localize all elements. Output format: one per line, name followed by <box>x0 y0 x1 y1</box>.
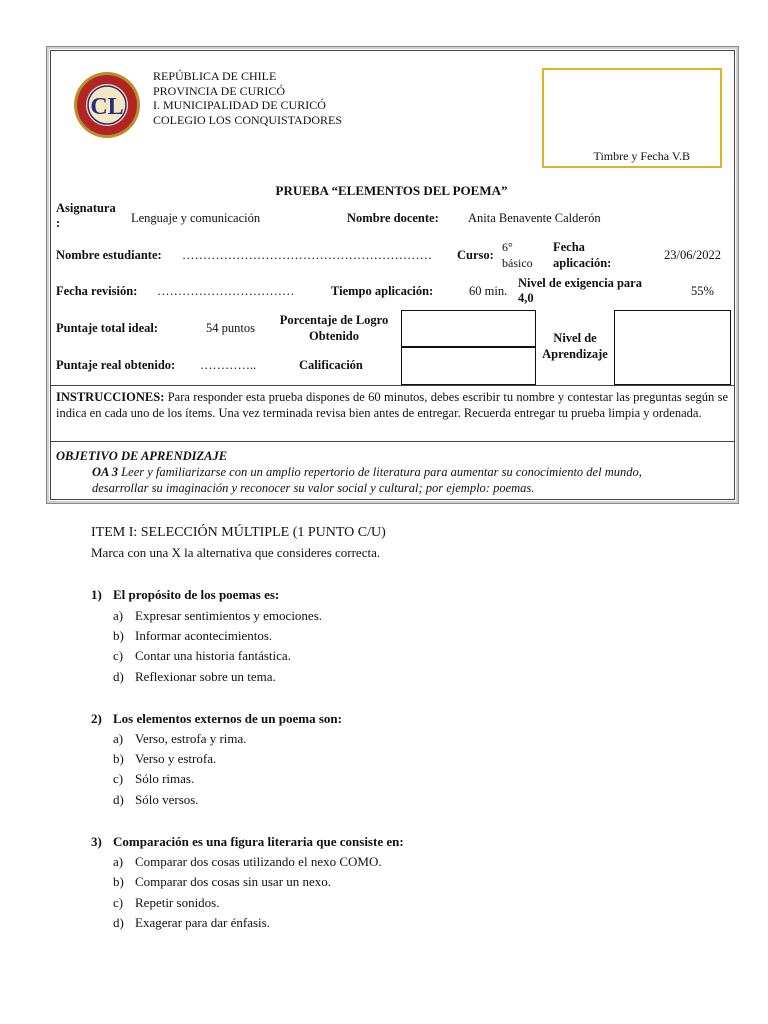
option-letter[interactable]: b) <box>113 874 124 889</box>
option-letter[interactable]: d) <box>113 915 124 930</box>
date-app-value: 23/06/2022 <box>664 248 721 262</box>
option-text[interactable]: Comparar dos cosas sin usar un nexo. <box>135 874 332 889</box>
percent-label-1: Porcentaje de Logro <box>279 313 389 327</box>
option-letter[interactable]: d) <box>113 792 124 807</box>
level-req-label-1: Nivel de exigencia para <box>518 276 642 290</box>
question-number: 3) <box>91 834 102 849</box>
percent-label-2: Obtenido <box>308 329 359 343</box>
question-number: 1) <box>91 587 102 602</box>
date-app-label-1: Fecha <box>553 240 585 254</box>
item-heading: ITEM I: SELECCIÓN MÚLTIPLE (1 PUNTO C/U) <box>91 525 386 540</box>
subject-label: Asignatura <box>56 201 116 215</box>
student-name-field[interactable]: …………………………………………………… <box>182 248 432 262</box>
objective-heading: OBJETIVO DE APRENDIZAJE <box>56 449 228 463</box>
option-text[interactable]: Verso y estrofa. <box>135 751 217 766</box>
option-letter[interactable]: b) <box>113 628 124 643</box>
option-text[interactable]: Verso, estrofa y rima. <box>135 731 247 746</box>
option-text[interactable]: Informar acontecimientos. <box>135 628 273 643</box>
real-score-label: Puntaje real obtenido: <box>56 358 176 372</box>
stamp-box[interactable] <box>542 68 722 168</box>
item-instruction: Marca con una X la alternativa que consideres correcta. <box>91 545 381 560</box>
course-label: Curso: <box>457 248 494 262</box>
option-letter[interactable]: c) <box>113 895 124 910</box>
institution-block <box>153 69 342 127</box>
option-text[interactable]: Comparar dos cosas utilizando el nexo COMO. <box>135 854 382 869</box>
student-label: Nombre estudiante: <box>56 248 162 262</box>
teacher-label: Nombre docente: <box>347 211 439 225</box>
learning-label-2: Aprendizaje <box>542 347 608 361</box>
question-number: 2) <box>91 711 102 726</box>
option-text[interactable]: Repetir sonidos. <box>135 895 220 910</box>
learning-level-box[interactable] <box>614 310 731 385</box>
date-app-label-2: aplicación: <box>553 256 612 270</box>
option-letter[interactable]: d) <box>113 669 124 684</box>
objective-line-1 <box>56 464 728 480</box>
institution-line: I. MUNICIPALIDAD DE CURICÓ <box>153 98 326 112</box>
question-text: El propósito de los poemas es: <box>113 587 280 602</box>
instructions-label: INSTRUCCIONES: <box>56 390 165 404</box>
objective-line-2: desarrollar su imaginación y reconocer su valor social y cultural; por ejemplo: poemas. <box>92 481 535 495</box>
option-text[interactable]: Sólo rimas. <box>135 771 195 786</box>
level-req-label-2: 4,0 <box>518 291 534 305</box>
grade-label: Calificación <box>299 358 363 372</box>
review-label: Fecha revisión: <box>56 284 138 298</box>
learning-label-1: Nivel de <box>553 331 597 345</box>
option-letter[interactable]: a) <box>113 854 124 869</box>
instructions <box>56 389 728 421</box>
subject-value: Lenguaje y comunicación <box>131 211 261 225</box>
time-label: Tiempo aplicación: <box>331 284 434 298</box>
school-crest-icon <box>72 70 142 140</box>
svg-text:CL: CL <box>90 94 124 120</box>
instructions-text: Para responder esta prueba dispones de 60 minutos, debes escribir tu nombre y contestar las preguntas según se indica en cada uno de los ítems. Una vez terminada revisa bien antes de entregar. Recuerda entregar tu prueba limpia y ordenada. <box>56 390 728 420</box>
test-title: PRUEBA “ELEMENTOS DEL POEMA” <box>275 183 508 198</box>
option-letter[interactable]: c) <box>113 648 124 663</box>
option-letter[interactable]: c) <box>113 771 124 786</box>
review-date-field[interactable]: …………………………… <box>157 284 295 298</box>
option-letter[interactable]: b) <box>113 751 124 766</box>
time-value: 60 min. <box>469 284 508 298</box>
divider <box>50 385 735 386</box>
total-score-label: Puntaje total ideal: <box>56 321 159 335</box>
teacher-value: Anita Benavente Calderón <box>468 211 601 225</box>
option-text[interactable]: Contar una historia fantástica. <box>135 648 291 663</box>
course-value-2: básico <box>502 256 533 270</box>
option-text[interactable]: Expresar sentimientos y emociones. <box>135 608 323 623</box>
option-letter[interactable]: a) <box>113 608 124 623</box>
option-letter[interactable]: a) <box>113 731 124 746</box>
institution-line: REPÚBLICA DE CHILE <box>153 69 277 83</box>
option-text[interactable]: Sólo versos. <box>135 792 199 807</box>
institution-line: PROVINCIA DE CURICÓ <box>153 83 286 98</box>
subject-colon: : <box>56 216 61 230</box>
question-text: Los elementos externos de un poema son: <box>113 711 342 726</box>
objective-code: OA 3 <box>92 465 119 479</box>
divider <box>50 441 735 442</box>
objective-block <box>56 448 728 496</box>
course-value-1: 6° <box>502 240 513 254</box>
percent-box[interactable] <box>401 310 536 348</box>
option-text[interactable]: Reflexionar sobre un tema. <box>135 669 276 684</box>
real-score-field[interactable]: ………….. <box>200 358 257 372</box>
objective-text-1: Leer y familiarizarse con un amplio repertorio de literatura para aumentar su conocimiento del mundo, <box>118 465 642 479</box>
grade-box[interactable] <box>401 346 536 385</box>
option-text[interactable]: Exagerar para dar énfasis. <box>135 915 270 930</box>
institution-line: COLEGIO LOS CONQUISTADORES <box>153 112 343 127</box>
stamp-label: Timbre y Fecha V.B <box>593 149 690 163</box>
level-req-value: 55% <box>691 284 714 298</box>
question-text: Comparación es una figura literaria que consiste en: <box>113 834 404 849</box>
total-score-value: 54 puntos <box>206 321 255 335</box>
